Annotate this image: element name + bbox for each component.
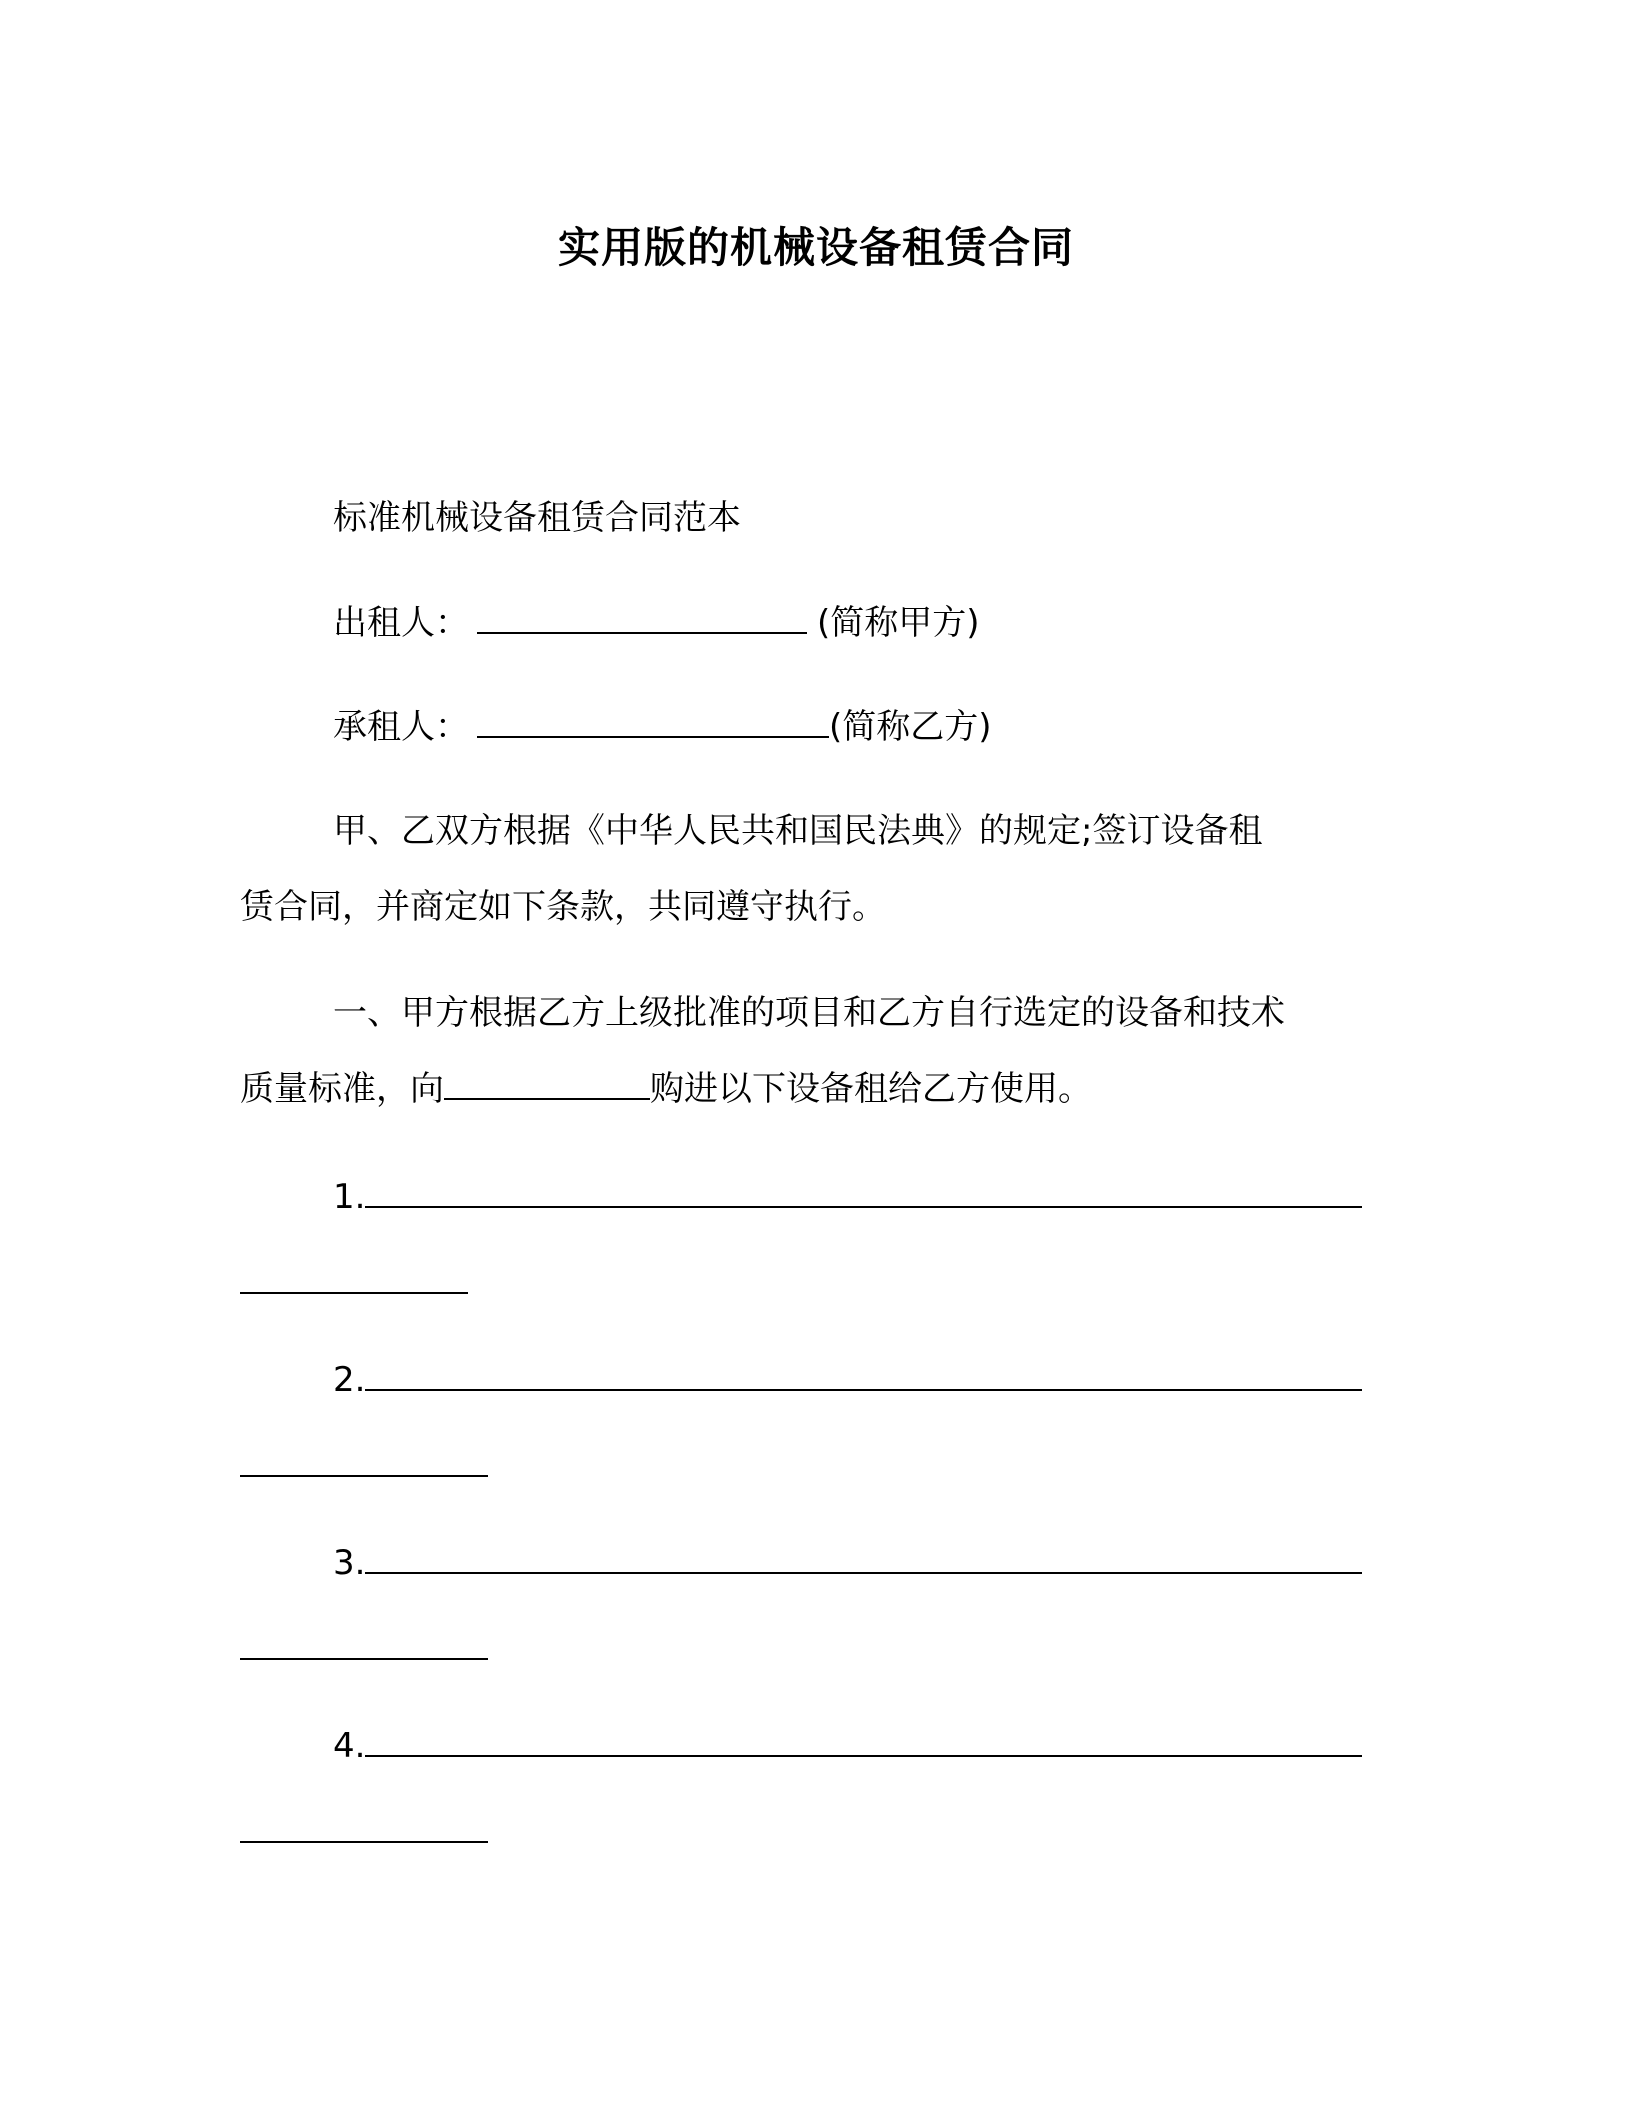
lessee-suffix: (简称乙方): [829, 707, 992, 747]
lessee-line: [333, 702, 992, 752]
equipment-item-2-blank[interactable]: [365, 1355, 1362, 1391]
subtitle: 标准机械设备租赁合同范本: [333, 498, 741, 538]
intro-line-1: 甲、乙双方根据《中华人民共和国民法典》的规定;签订设备租: [333, 811, 1263, 851]
equipment-item-3-blank[interactable]: [365, 1538, 1362, 1574]
lessee-label: 承租人：: [333, 707, 469, 747]
clause-1-after: 购进以下设备租给乙方使用。: [650, 1069, 1092, 1109]
equipment-item-3: [333, 1538, 1362, 1588]
item-number: 1.: [333, 1177, 366, 1217]
equipment-item-1-continuation-blank[interactable]: [240, 1290, 468, 1294]
item-number: 3.: [333, 1543, 366, 1583]
lessor-line: [333, 598, 980, 648]
clause-1-before: 质量标准，向: [240, 1069, 444, 1109]
equipment-item-4-blank[interactable]: [365, 1721, 1362, 1757]
equipment-item-3-continuation-blank[interactable]: [240, 1656, 488, 1660]
supplier-blank[interactable]: [444, 1064, 650, 1100]
equipment-item-1-blank[interactable]: [365, 1172, 1362, 1208]
intro-line-2: 赁合同，并商定如下条款，共同遵守执行。: [240, 887, 886, 927]
lessor-label: 出租人：: [333, 603, 469, 643]
equipment-item-1: [333, 1172, 1362, 1222]
item-number: 2.: [333, 1360, 366, 1400]
clause-1-line-1: 一、甲方根据乙方上级批准的项目和乙方自行选定的设备和技术: [333, 993, 1285, 1033]
lessee-name-blank[interactable]: [477, 702, 829, 738]
lessor-suffix: (简称甲方): [817, 603, 980, 643]
equipment-item-2: [333, 1355, 1362, 1405]
document-title: 实用版的机械设备租赁合同: [557, 223, 1074, 272]
equipment-item-4: [333, 1721, 1362, 1771]
equipment-item-2-continuation-blank[interactable]: [240, 1473, 488, 1477]
lessor-name-blank[interactable]: [477, 598, 807, 634]
equipment-item-4-continuation-blank[interactable]: [240, 1839, 488, 1843]
item-number: 4.: [333, 1726, 366, 1766]
clause-1-line-2: [240, 1064, 1092, 1114]
